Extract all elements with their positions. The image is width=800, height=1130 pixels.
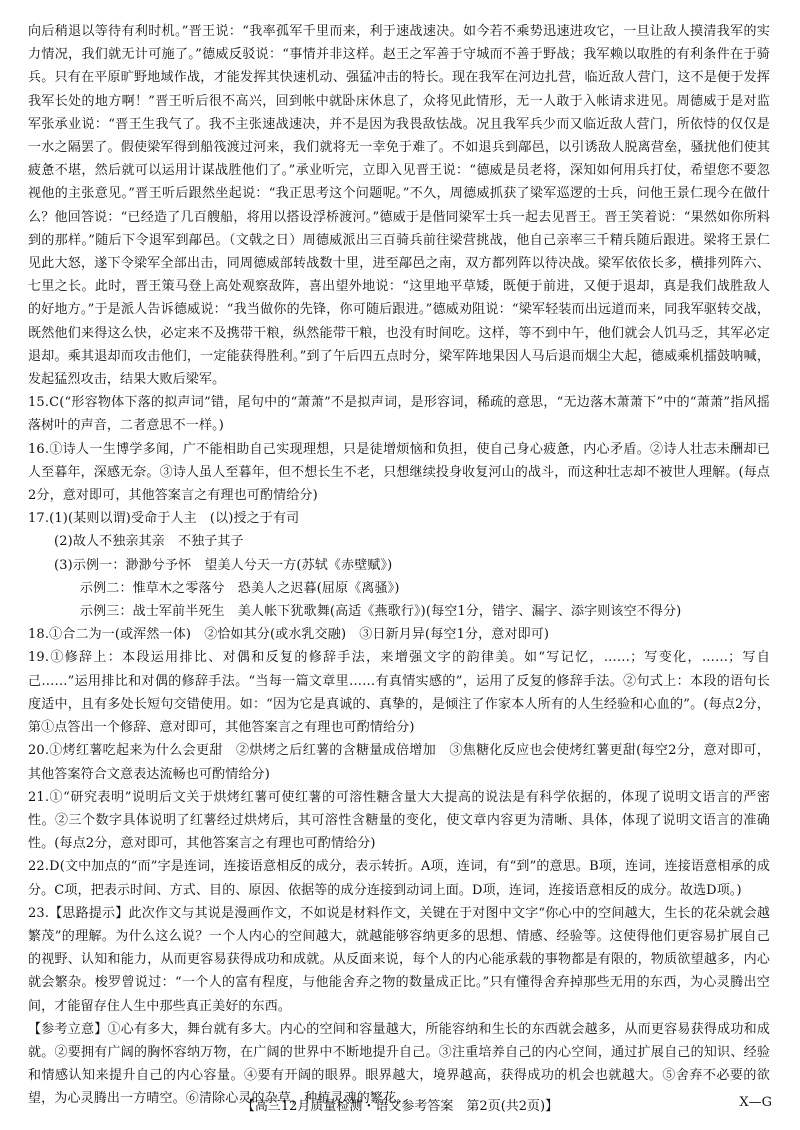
- answer-20: 20.①烤红薯吃起来为什么会更甜 ②烘烤之后红薯的含糖量成倍增加 ③焦糖化反应也会使烤红薯更甜(每空2分，意对即可，其他答案符合文意表达流畅也可酌情给分): [28, 743, 770, 782]
- answer-17-3-example-2: 示例二：惟草木之零落兮 恐美人之迟暮(屈原《离骚》): [80, 580, 400, 596]
- page-footer: [0, 1095, 800, 1115]
- answer-17-2: (2)故人不独亲其亲 不独子其子: [54, 534, 244, 550]
- answer-16: 16.①诗人一生博学多闻，广不能相助自己实现理想，只是徒增烦恼和负担，使自己身心疲惫，内心矛盾。②诗人壮志未酬却已人至暮年，深感无奈。③诗人虽人至暮年，但不想长生不老，只想继续投身收复河山的战斗，而这种壮志却不被世人理解。(每点2分，意对即可，其他答案言之有理也可酌情给分): [28, 441, 770, 504]
- answer-key-page: [28, 20, 770, 1111]
- answer-19: 19.①修辞上：本段运用排比、对偶和反复的修辞手法，来增强文字的韵律美。如“写记忆，……；写变化，……；写自己……”运用排比和对偶的修辞手法。“当每一篇文章里……有真情实感的”，运用了反复的修辞手法。②句式上：本段的语句长度适中，且有多处长短句交错使用。如：“因为它是真诚的、真挚的，是倾注了作家本人所有的人生经验和心血的”。(每点2分，第①点答出一个修辞、意对即可，其他答案言之有理也可酌情给分): [28, 650, 770, 736]
- passage-translation: 向后稍退以等待有利时机。”晋王说：“我率孤军千里而来，利于速战速决。如今若不乘势迅速进攻它，一旦让敌人摸清我军的实力情况，我们就无计可施了。”德威反驳说：“事情并非这样。赵王之军善于守城而不善于野战；我军赖以取胜的有利条件在于骑兵。只有在平原旷野地域作战，才能发挥其快速机动、强猛冲击的特长。现在我军在河边扎营，临近敌人营门，这不是便于发挥我军长处的地方啊！”晋王听后很不高兴，回到帐中就卧床休息了，众将见此情形，无一人敢于入帐请求进见。周德威于是对监军张承业说：“晋王生我气了。我不主张速战速决，并不是因为我畏敌怯战。况且我军兵少而又临近敌人营门，所依恃的仅仅是一水之隔罢了。假使梁军得到船筏渡过河来，我们就将无一幸免于难了。不如退兵到鄗邑，以引诱敌人脱离营垒，骚扰他们使其疲惫不堪，然后就可以运用计谋战胜他们了。”承业听完，立即入见晋王说：“德威是员老将，深知如何用兵打仗，希望您不要忽视他的主张意见。”晋王听后跟然坐起说：“我正思考这个问题呢。”不久，周德威抓获了梁军巡逻的士兵，问他王景仁现今在做什么？他回答说：“已经造了几百艘船，将用以搭设浮桥渡河。”德威于是偕同梁军士兵一起去见晋王。晋王笑着说：“果然如你所料到的那样。”随后下令退军到鄗邑。（文戟之日）周德威派出三百骑兵前往梁营挑战，他自己亲率三千精兵随后跟进。梁将王景仁见此大怒，遂下令梁军全部出击，同周德威部转战数十里，进至鄗邑之南，双方都列阵以待决战。梁军依依长多，横排列阵六、七里之长。此时，晋王策马登上高处观察敌阵，喜出望外地说：“这里地平草矮，既便于前进，又便于退却，真是我们战胜敌人的好地方。”于是派人告诉德威说：“我当做你的先锋，你可随后跟进。”德威劝阻说：“梁军轻装而出远道而来，同我军驱转交战，既然他们来得这么快，必定来不及携带干粮，纵然能带干粮，也没有时间吃。这样，等不到中午，他们就会人饥马乏，其军必定退却。乘其退却而攻击他们，一定能获得胜利。”到了午后四五点时分，梁军阵地果因人马后退而烟尘大起，德威乘机擂鼓呐喊，发起猛烈攻击，结果大败后梁军。: [28, 24, 770, 388]
- answer-17-1: 17.(1)(某则以谓)受命于人主 (以)授之于有司: [28, 511, 300, 527]
- footer-title: 【高三12月质量检测・语文参考答案 第2页(共2页)】: [241, 1099, 559, 1114]
- answer-21: 21.①“研究表明”说明后文关于烘烤红薯可使红薯的可溶性糖含量大大提高的说法是有科学依据的，体现了说明文语言的严密性。②三个数字具体说明了红薯经过烘烤后，其可溶性含糖量的变化，使文章内容更为清晰、具体，体现了说明文语言的准确性。(每点2分，意对即可，其他答案言之有理也可酌情给分): [28, 789, 770, 852]
- answer-17-3-example-1: (3)示例一：渺渺兮予怀 望美人兮天一方(苏轼《赤壁赋》): [54, 557, 393, 573]
- answer-17-3-example-3: 示例三：战士军前半死生 美人帐下犹歌舞(高适《燕歌行》)(每空1分，错字、漏字、添字则该空不得分): [80, 604, 682, 620]
- answers-section: [28, 391, 770, 1110]
- footer-code: X—G: [739, 1095, 772, 1110]
- answer-15: 15.C(“形容物体下落的拟声词”错，尾句中的“萧萧”不是拟声词，是形容词，稀疏的意思，“无边落木萧萧下”中的“萧萧”指风摇落树叶的声音，二者意思不一样。): [28, 395, 770, 434]
- answer-23-hint: 23.【思路提示】此次作文与其说是漫画作文，不如说是材料作文，关键在于对图中文字“你心中的空间越大，生长的花朵就会越繁茂”的理解。为什么这么说？一个人内心的空间越大，就越能够容纳更多的思想、情感、经验等。这使得他们更容易扩展自己的视野、认知和能力，从而更容易获得成功和成就。从反面来说，每个人的内心能承载的事物都是有限的，物质欲望越多，内心就会繁杂。梭罗曾说过：“一个人的富有程度，与他能舍弃之物的数量成正比。”只有懂得舍弃掉那些无用的东西，为心灵腾出空间，才能留存住人生中那些真正美好的东西。: [28, 905, 770, 1014]
- answer-18: 18.①合二为一(或浑然一体) ②恰如其分(或水乳交融) ③日新月异(每空1分，意对即可): [28, 627, 550, 643]
- answer-23-theme: 【参考立意】①心有多大，舞台就有多大。内心的空间和容量越大，所能容纳和生长的东西就会越多，从而更容易获得成功和成就。②要拥有广阔的胸怀容纳万物，在广阔的世界中不断地提升自己。③注重培养自己的内心空间，通过扩展自己的知识、经验和情感认知来提升自己的内心容量。④要有开阔的眼界。眼界越大，境界越高，获得成功的机会也就越大。⑤舍弃不必要的欲望，为心灵腾出一方晴空。⑥清除心灵的杂草，种植灵魂的繁花。: [28, 1021, 770, 1107]
- answer-22: 22.D(文中加点的“而”字是连词，连接语意相反的成分，表示转折。A项，连词，有“到”的意思。B项，连词，连接语意相承的成分。C项，把表示时间、方式、目的、原因、依据等的成分连接到动词上面。D项，连词，连接语意相反的成分。故选D项。): [28, 859, 770, 898]
